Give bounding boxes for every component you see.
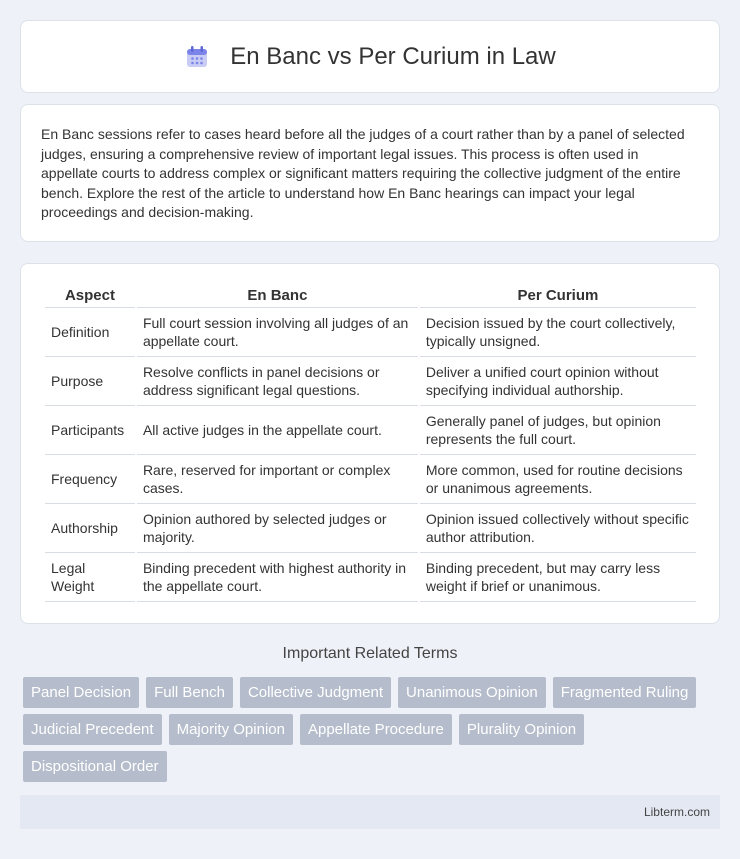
intro-card <box>20 104 720 242</box>
comparison-table-card <box>20 263 720 624</box>
row-en-banc: All active judges in the appellate court. <box>137 406 418 455</box>
row-aspect: Frequency <box>45 455 135 504</box>
tag-collective-judgment[interactable]: Collective Judgment <box>240 677 391 708</box>
related-terms-title: Important Related Terms <box>282 645 458 662</box>
tag-appellate-procedure[interactable]: Appellate Procedure <box>300 714 452 745</box>
row-per-curium: Generally panel of judges, but opinion represents the full court. <box>420 406 696 455</box>
footer <box>20 795 720 829</box>
row-per-curium: Deliver a unified court opinion without specifying individual authorship. <box>420 357 696 406</box>
row-en-banc: Full court session involving all judges of an appellate court. <box>137 308 418 357</box>
header-en-banc: En Banc <box>137 284 418 308</box>
row-aspect: Legal Weight <box>45 553 135 602</box>
header-per-curium: Per Curium <box>420 284 696 308</box>
row-per-curium: Binding precedent, but may carry less weight if brief or unanimous. <box>420 553 696 602</box>
tag-fragmented-ruling[interactable]: Fragmented Ruling <box>553 677 697 708</box>
row-aspect: Purpose <box>45 357 135 406</box>
tag-judicial-precedent[interactable]: Judicial Precedent <box>23 714 162 745</box>
row-aspect: Authorship <box>45 504 135 553</box>
table-header-row <box>45 284 696 308</box>
row-per-curium: Decision issued by the court collectively, typically unsigned. <box>420 308 696 357</box>
comparison-table <box>43 284 698 602</box>
row-en-banc: Opinion authored by selected judges or majority. <box>137 504 418 553</box>
tag-dispositional-order[interactable]: Dispositional Order <box>23 751 167 782</box>
tag-panel-decision[interactable]: Panel Decision <box>23 677 139 708</box>
footer-site-link[interactable]: Libterm.com <box>643 805 710 819</box>
table-row <box>45 308 696 357</box>
table-row <box>45 553 696 602</box>
row-aspect: Participants <box>45 406 135 455</box>
row-en-banc: Binding precedent with highest authority in the appellate court. <box>137 553 418 602</box>
row-en-banc: Rare, reserved for important or complex cases. <box>137 455 418 504</box>
row-en-banc: Resolve conflicts in panel decisions or address significant legal questions. <box>137 357 418 406</box>
row-per-curium: More common, used for routine decisions or unanimous agreements. <box>420 455 696 504</box>
header-card <box>20 20 720 93</box>
tag-plurality-opinion[interactable]: Plurality Opinion <box>459 714 584 745</box>
table-row <box>45 455 696 504</box>
table-row <box>45 406 696 455</box>
tag-majority-opinion[interactable]: Majority Opinion <box>169 714 293 745</box>
table-row <box>45 504 696 553</box>
row-aspect: Definition <box>45 308 135 357</box>
related-terms-list <box>23 677 723 788</box>
header-aspect: Aspect <box>45 284 135 308</box>
row-per-curium: Opinion issued collectively without specific author attribution. <box>420 504 696 553</box>
intro-text: En Banc sessions refer to cases heard before all the judges of a court rather than by a panel of selected judges, ensuring a comprehensive review of important legal issues. This process is often used in appellate courts to address complex or significant matters requiring the collective judgment of the entire bench. Explore the rest of the article to understand how En Banc hearings can impact your legal proceedings and decision-making. <box>41 126 685 220</box>
calendar-icon <box>184 44 210 70</box>
page-title: En Banc vs Per Curium in Law <box>230 42 556 70</box>
table-row <box>45 357 696 406</box>
tag-full-bench[interactable]: Full Bench <box>146 677 233 708</box>
tag-unanimous-opinion[interactable]: Unanimous Opinion <box>398 677 546 708</box>
